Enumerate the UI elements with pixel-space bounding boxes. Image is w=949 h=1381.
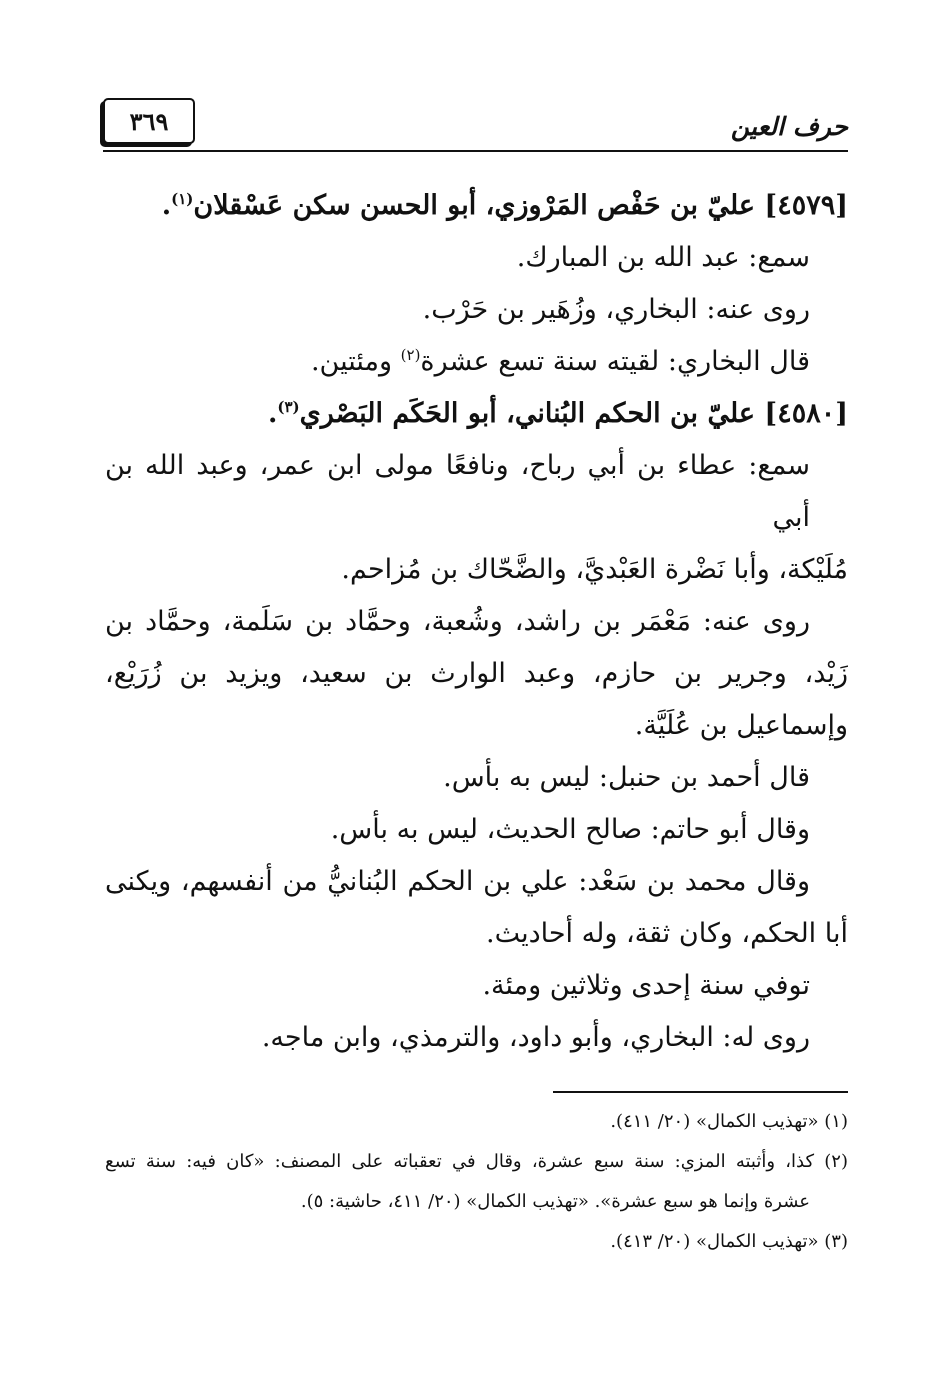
paragraph-line: روى عنه: البخاري، وزُهَير بن حَرْب.: [422, 294, 810, 325]
paragraph-line: سمع: عطاء بن أبي رباح، ونافعًا مولى ابن عمر، وعبد الله بن أبي: [105, 450, 810, 533]
paragraph-line: وقال محمد بن سَعْد: علي بن الحكم البُنانيُّ من أنفسهم، ويكنى: [105, 866, 810, 897]
entry-heading-text: [٤٥٧٩] عليّ بن حَفْص المَرْوزي، أبو الحسن سكن عَسْقلان: [193, 190, 848, 221]
paragraph-line: سمع: عبد الله بن المبارك.: [516, 242, 810, 273]
header-rule: [103, 150, 848, 152]
footnote-ref: (٣): [277, 398, 300, 416]
line-text: قال البخاري: لقيته سنة تسع عشرة: [420, 346, 810, 377]
main-text: [105, 180, 848, 1064]
footnotes: [105, 1102, 848, 1262]
heading-end: .: [161, 190, 172, 221]
paragraph-line: زَيْد، وجرير بن حازم، وعبد الوارث بن سعيد، ويزيد بن زُرَيْع،: [105, 658, 848, 689]
footnote-rule: [553, 1091, 848, 1093]
paragraph-line: توفي سنة إحدى وثلاثين ومئة.: [482, 970, 810, 1001]
footnote-continuation: عشرة وإنما هو سبع عشرة». «تهذيب الكمال» (٢٠/ ٤١١، حاشية: ٥).: [300, 1191, 810, 1212]
paragraph-line: قال أحمد بن حنبل: ليس به بأس.: [443, 762, 810, 793]
page-number: ٣٦٩: [103, 98, 195, 144]
paragraph-line: روى له: البخاري، وأبو داود، والترمذي، وابن ماجه.: [261, 1022, 810, 1053]
line-text: ومئتين.: [310, 346, 401, 377]
paragraph-line: وإسماعيل بن عُلَيَّة.: [634, 710, 848, 741]
heading-end: .: [267, 398, 278, 429]
paragraph-line: وقال أبو حاتم: صالح الحديث، ليس به بأس.: [330, 814, 810, 845]
footnote-ref: (١): [171, 190, 194, 208]
paragraph-line: مُلَيْكة، وأبا نَضْرة العَبْديَّ، والضَّحّاك بن مُزاحم.: [341, 554, 848, 585]
entry-heading: [105, 180, 848, 232]
footnote-ref: (٢): [400, 346, 421, 364]
footnote: (١) «تهذيب الكمال» (٢٠/ ٤١١).: [610, 1111, 848, 1132]
page-header: [103, 98, 848, 150]
footnote: (٣) «تهذيب الكمال» (٢٠/ ٤١٣).: [610, 1231, 848, 1252]
running-title: حرف العين: [730, 112, 848, 141]
entry-heading: [105, 388, 848, 440]
paragraph-line: [105, 336, 848, 388]
entry-heading-text: [٤٥٨٠] عليّ بن الحكم البُناني، أبو الحَكَم البَصْري: [299, 398, 848, 429]
footnote: (٢) كذا، وأثبته المزي: سنة سبع عشرة، وقال في تعقباته على المصنف: «كان فيه: سنة تسع: [105, 1151, 848, 1172]
paragraph-line: أبا الحكم، وكان ثقة، وله أحاديث.: [485, 918, 848, 949]
paragraph-line: روى عنه: مَعْمَر بن راشد، وشُعبة، وحمَّاد بن سَلَمة، وحمَّاد بن: [105, 606, 810, 637]
